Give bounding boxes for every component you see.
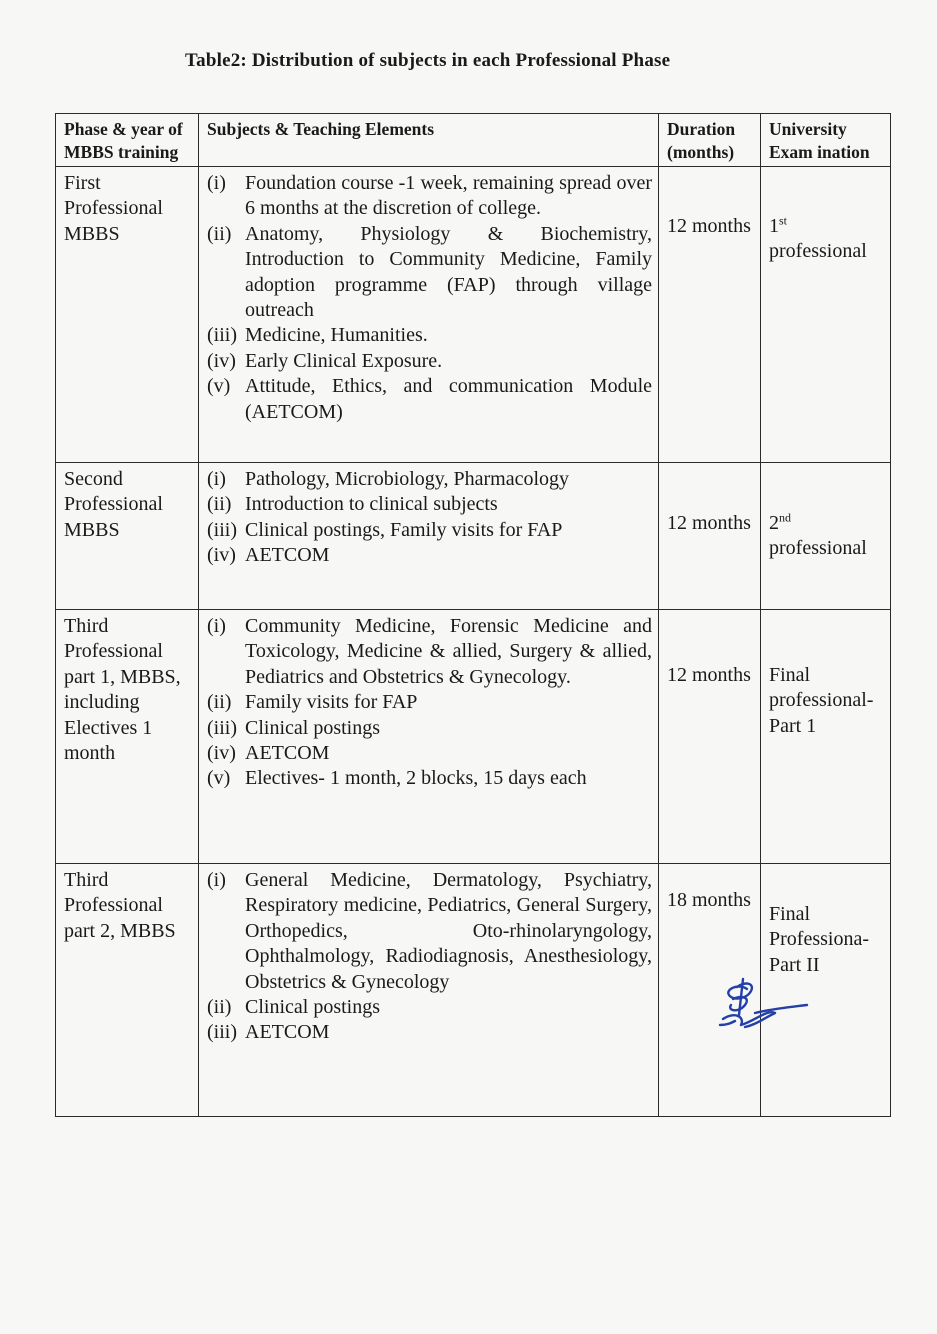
exam-cell: Final Professiona- Part II [761, 864, 891, 1117]
exam-label: professional [769, 240, 867, 263]
duration-cell: 12 months [659, 610, 761, 864]
exam-label: professional [769, 537, 867, 560]
list-item [207, 766, 652, 791]
item-text: Early Clinical Exposure. [245, 349, 443, 372]
item-text: AETCOM [245, 1021, 330, 1044]
list-item [207, 543, 652, 568]
item-text: Pathology, Microbiology, Pharmacology [245, 468, 570, 490]
item-number: (ii) [207, 996, 232, 1019]
item-text: Introduction to clinical subjects [245, 493, 498, 516]
list-item [207, 716, 652, 741]
item-text: Medicine, Humanities. [245, 324, 428, 347]
list-item [207, 690, 652, 715]
phase-cell: Third Professional part 2, MBBS [56, 864, 199, 1117]
item-number: (iv) [207, 742, 236, 765]
exam-cell: Final professional- Part 1 [761, 610, 891, 864]
item-number: (i) [207, 468, 226, 490]
item-text: Clinical postings [245, 716, 380, 739]
list-item [207, 349, 652, 374]
list-item [207, 323, 652, 348]
subjects-cell [199, 167, 659, 463]
table-row [56, 463, 891, 610]
header-exam: University Exam ination [761, 114, 891, 167]
phase-cell: Second Professional MBBS [56, 463, 199, 610]
item-text: AETCOM [245, 742, 330, 765]
phase-cell: First Professional MBBS [56, 167, 199, 463]
duration-cell: 12 months [659, 167, 761, 463]
item-number: (ii) [207, 493, 232, 516]
exam-ordinal-suffix: st [779, 213, 788, 228]
list-item [207, 467, 652, 492]
list-item [207, 868, 652, 995]
subjects-cell [199, 864, 659, 1117]
item-number: (v) [207, 767, 231, 790]
item-number: (i) [207, 172, 226, 194]
item-text: Family visits for FAP [245, 691, 418, 714]
list-item [207, 374, 652, 425]
phase-cell: Third Professional part 1, MBBS, including Electives 1 month [56, 610, 199, 864]
item-text: Foundation course -1 week, remaining spread over 6 months at the discretion of college. [245, 172, 652, 220]
item-text: Community Medicine, Forensic Medicine and Toxicology, Medicine & allied, Surgery & allied, Pediatrics and Obstetrics & Gynecology. [245, 615, 652, 688]
item-text: AETCOM [245, 544, 330, 567]
list-item [207, 614, 652, 690]
table-row [56, 167, 891, 463]
list-item [207, 741, 652, 766]
duration-cell: 12 months [659, 463, 761, 610]
item-number: (iii) [207, 716, 237, 739]
table-header-row [56, 114, 891, 167]
item-number: (iv) [207, 349, 236, 372]
item-number: (ii) [207, 691, 232, 714]
list-item [207, 1020, 652, 1045]
item-number: (i) [207, 869, 226, 891]
list-item [207, 518, 652, 543]
item-number: (iii) [207, 324, 237, 347]
header-subjects: Subjects & Teaching Elements [199, 114, 659, 167]
list-item [207, 171, 652, 222]
item-text: Clinical postings [245, 996, 380, 1019]
item-text: Anatomy, Physiology & Biochemistry, Introduction to Community Medicine, Family adoption programme (FAP) through village outreach [245, 222, 652, 322]
item-number: (iv) [207, 544, 236, 567]
exam-ordinal: 1 [769, 215, 779, 237]
header-phase: Phase & year of MBBS training [56, 114, 199, 167]
handwritten-signature [715, 975, 810, 1040]
list-item [207, 995, 652, 1020]
table-row [56, 610, 891, 864]
item-text: Clinical postings, Family visits for FAP [245, 518, 563, 541]
item-number: (iii) [207, 1021, 237, 1044]
header-duration: Duration (months) [659, 114, 761, 167]
item-number: (ii) [207, 222, 232, 245]
subjects-cell [199, 610, 659, 864]
exam-cell [761, 167, 891, 463]
item-text: Electives- 1 month, 2 blocks, 15 days each [245, 767, 587, 790]
list-item [207, 492, 652, 517]
page-title: Table2: Distribution of subjects in each Professional Phase [185, 50, 671, 71]
item-number: (v) [207, 375, 231, 398]
exam-cell [761, 463, 891, 610]
subjects-cell [199, 463, 659, 610]
subjects-distribution-table [55, 113, 891, 1117]
item-number: (iii) [207, 518, 237, 541]
exam-ordinal-suffix: nd [779, 510, 791, 525]
item-text: General Medicine, Dermatology, Psychiatry, Respiratory medicine, Pediatrics, General Surgery, Orthopedics, Oto-rhinolaryngology, Ophthalmology, Radiodiagnosis, Anesthesiology, Obstetrics & Gynecology [245, 869, 652, 993]
list-item [207, 222, 652, 324]
duration-cell: 18 months [659, 864, 761, 1117]
item-number: (i) [207, 615, 226, 637]
item-text: Attitude, Ethics, and communication Module (AETCOM) [245, 375, 652, 423]
exam-ordinal: 2 [769, 512, 779, 534]
